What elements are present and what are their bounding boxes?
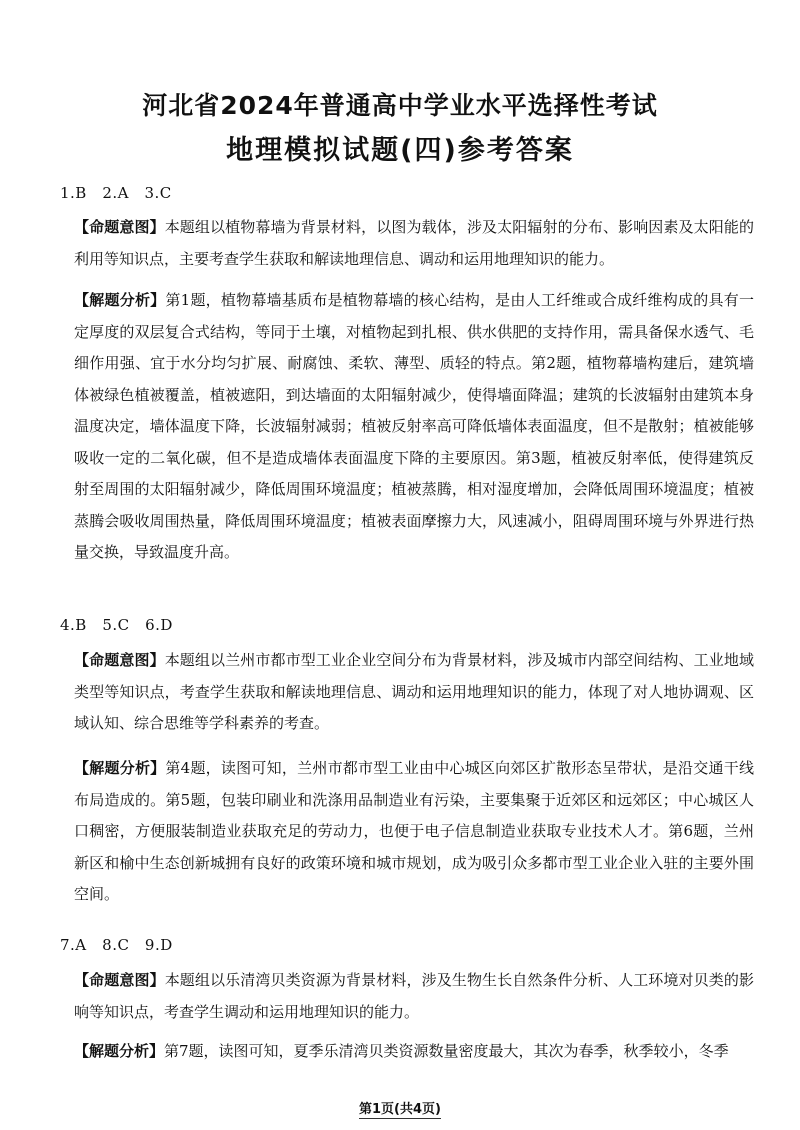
analysis-paragraph xyxy=(74,285,754,569)
intent-label: 【命题意图】 xyxy=(74,971,165,989)
analysis-paragraph xyxy=(74,1036,754,1068)
analysis-paragraph xyxy=(74,753,754,911)
answer-key-q1-3: 1.B 2.A 3.C xyxy=(60,184,172,202)
intent-paragraph xyxy=(74,645,754,740)
document-title-line1: 河北省2024年普通高中学业水平选择性考试 xyxy=(142,91,658,120)
intent-label: 【命题意图】 xyxy=(74,651,165,669)
document-title-line2: 地理模拟试题(四)参考答案 xyxy=(226,135,574,166)
intent-paragraph xyxy=(74,212,754,275)
analysis-label: 【解题分析】 xyxy=(74,759,166,777)
analysis-text: 第1题，植物幕墙基质布是植物幕墙的核心结构，是由人工纤维或合成纤维构成的具有一定厚度的双层复合式结构，等同于土壤，对植物起到扎根、供水供肥的支持作用，需具备保水透气、毛细作用强、宜于水分均匀扩展、耐腐蚀、柔软、薄型、质轻的特点。第2题，植物幕墙构建后，建筑墙体被绿色植被覆盖，植被遮阳，到达墙面的太阳辐射减少，使得墙面降温；建筑的长波辐射由建筑本身温度决定，墙体温度下降，长波辐射减弱；植被反射率高可降低墙体表面温度，但不是散射；植被能够吸收一定的二氧化碳，但不是造成墙体表面温度下降的主要原因。第3题，植被反射率低，使得建筑反射至周围的太阳辐射减少，降低周围环境温度；植被蒸腾，相对湿度增加，会降低周围环境温度；植被蒸腾会吸收周围热量，降低周围环境温度；植被表面摩擦力大，风速减小，阻碍周围环境与外界进行热量交换，导致温度升高。 xyxy=(74,291,754,561)
answer-key-q4-6: 4.B 5.C 6.D xyxy=(60,616,173,634)
page-footer xyxy=(0,1098,800,1117)
intent-label: 【命题意图】 xyxy=(74,218,165,236)
analysis-label: 【解题分析】 xyxy=(74,1042,165,1060)
analysis-text: 第7题，读图可知，夏季乐清湾贝类资源数量密度最大，其次为春季，秋季较小，冬季 xyxy=(164,1042,729,1060)
page-number: 第1页(共4页) xyxy=(359,1102,441,1117)
intent-text: 本题组以乐清湾贝类资源为背景材料，涉及生物生长自然条件分析、人工环境对贝类的影响等知识点，考查学生调动和运用地理知识的能力。 xyxy=(74,971,754,1021)
intent-paragraph xyxy=(74,965,754,1028)
analysis-text: 第4题，读图可知，兰州市都市型工业由中心城区向郊区扩散形态呈带状，是沿交通干线布局造成的。第5题，包装印刷业和洗涤用品制造业有污染，主要集聚于近郊区和远郊区；中心城区人口稠密，方便服装制造业获取充足的劳动力，也便于电子信息制造业获取专业技术人才。第6题，兰州新区和榆中生态创新城拥有良好的政策环境和城市规划，成为吸引众多都市型工业企业入驻的主要外围空间。 xyxy=(74,759,754,903)
intent-text: 本题组以植物幕墙为背景材料，以图为载体，涉及太阳辐射的分布、影响因素及太阳能的利用等知识点，主要考查学生获取和解读地理信息、调动和运用地理知识的能力。 xyxy=(74,218,754,268)
analysis-label: 【解题分析】 xyxy=(74,291,166,309)
answer-key-q7-9: 7.A 8.C 9.D xyxy=(60,936,173,954)
intent-text: 本题组以兰州市都市型工业企业空间分布为背景材料，涉及城市内部空间结构、工业地域类型等知识点，考查学生获取和解读地理信息、调动和运用地理知识的能力，体现了对人地协调观、区域认知、综合思维等学科素养的考查。 xyxy=(74,651,754,732)
